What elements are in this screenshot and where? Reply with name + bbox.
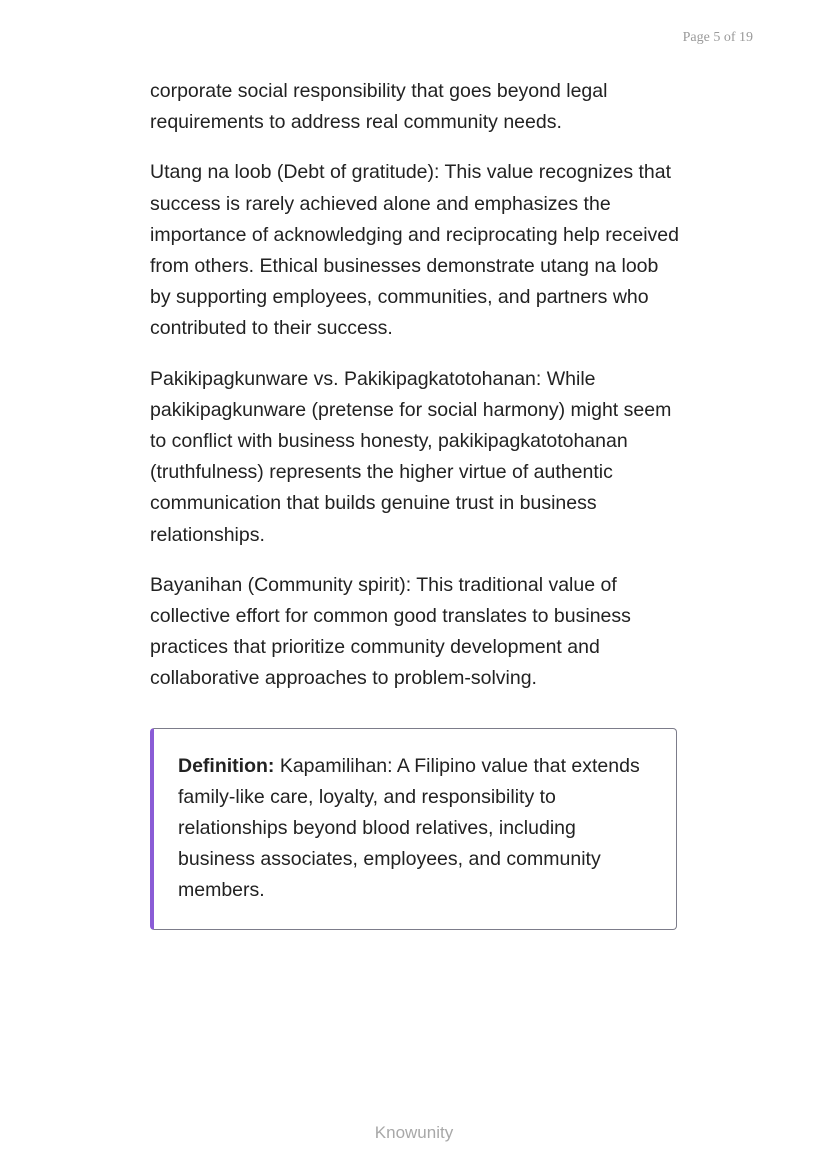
paragraph-pakikipagkatotohanan: Pakikipagkunware vs. Pakikipagkatotohanan: While pakikipagkunware (pretense for social harmony) might seem to conflict with business honesty, pakikipagkatotohanan (truthfulness) represents the higher virtue of authentic communication that builds genuine trust in business relationships. bbox=[150, 367, 672, 546]
paragraph-utang-na-loob: Utang na loob (Debt of gratitude): This value recognizes that success is rarely achieved alone and emphasizes the importance of acknowledging and reciprocating help received from others. Ethical businesses demonstrate utang na loob by supporting employees, communities, and partners who contributed to their success. bbox=[150, 161, 679, 340]
definition-text bbox=[178, 751, 652, 907]
page-indicator: Page 5 of 19 bbox=[682, 30, 753, 45]
footer-brand: Knowunity bbox=[374, 1123, 454, 1142]
definition-body: Kapamilihan: A Filipino value that extends family-like care, loyalty, and responsibility to relationships beyond blood relatives, including business associates, employees, and community members. bbox=[178, 754, 640, 902]
paragraph-csr-continuation: corporate social responsibility that goes beyond legal requirements to address real community needs. bbox=[150, 80, 608, 134]
definition-callout bbox=[150, 728, 677, 930]
document-body bbox=[150, 76, 680, 930]
paragraph-bayanihan: Bayanihan (Community spirit): This traditional value of collective effort for common good translates to business practices that prioritize community development and collaborative approaches to problem-solving. bbox=[150, 573, 631, 690]
definition-label: Definition: bbox=[178, 754, 275, 777]
